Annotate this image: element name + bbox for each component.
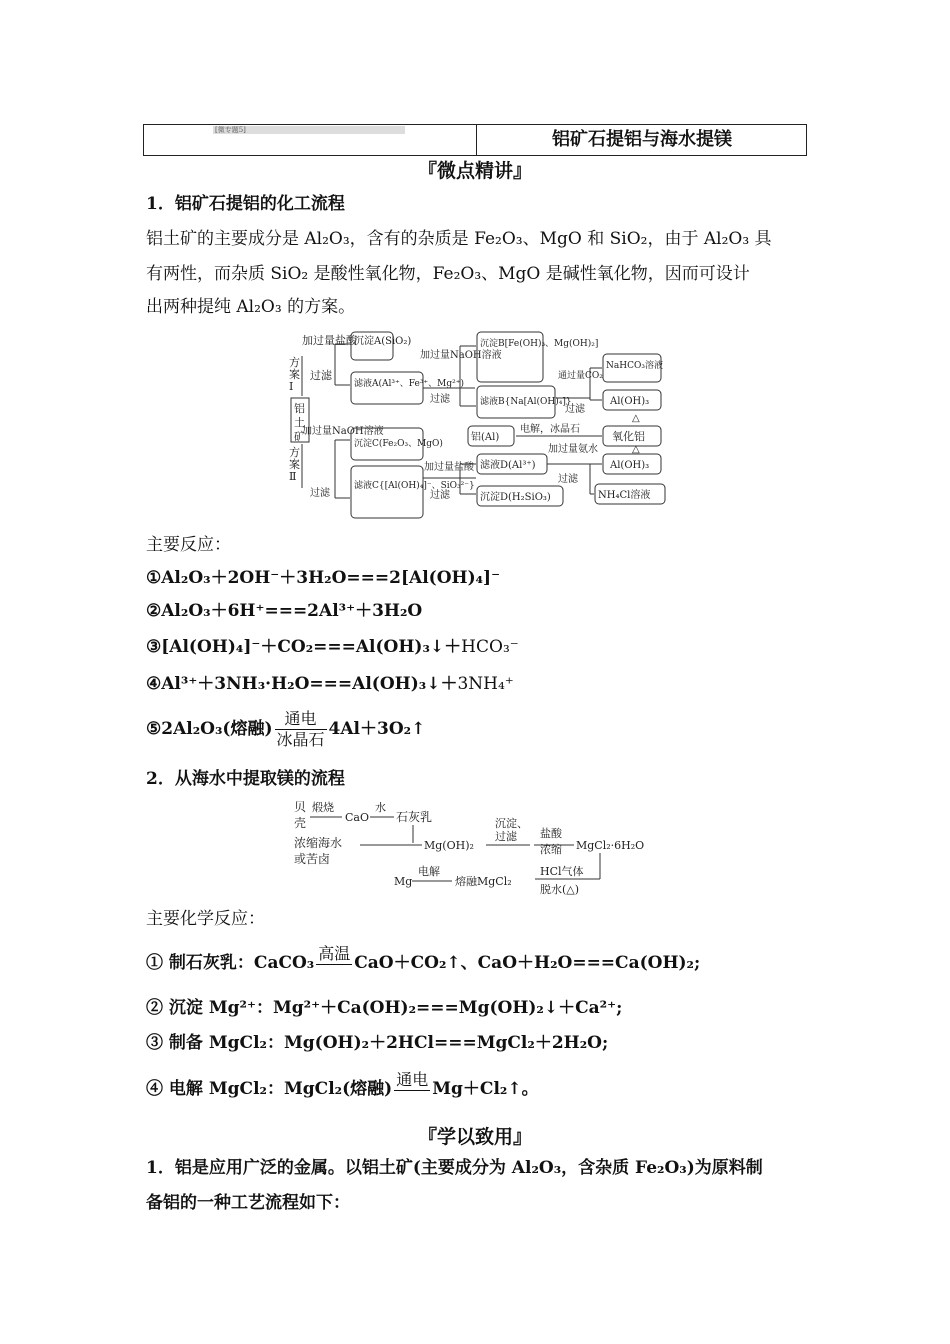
mgcl2h2o: MgCl₂·6H₂O xyxy=(576,839,645,852)
hcl-gas: HCl气体 xyxy=(540,865,584,878)
reaction-4: ④Al³⁺＋3NH₃·H₂O===Al(OH)₃↓＋ xyxy=(146,674,458,694)
nh4cl: NH₄Cl溶液 xyxy=(598,490,651,501)
reaction-3: ③[Al(OH)₄]⁻＋CO₂===Al(OH)₃↓＋ xyxy=(146,637,462,657)
step-filter-6: 过滤 xyxy=(558,474,578,485)
mg-reaction-4-left: ④ 电解 MgCl₂：MgCl₂(熔融) xyxy=(146,1079,393,1099)
aluminum-flow-diagram xyxy=(280,328,670,523)
cao: CaO xyxy=(345,811,369,824)
step-naoh-excess: 加过量NaOH溶液 xyxy=(420,350,502,361)
hcl: 盐酸浓缩 xyxy=(540,827,562,856)
svg-text:方案Ⅱ: 方案 Ⅱ xyxy=(289,446,300,483)
part1-para3: 出两种提纯 Al₂O₃ 的方案。 xyxy=(146,297,356,317)
mg-reaction-1-top: 高温 xyxy=(318,944,351,963)
delta-1: △ xyxy=(632,413,640,424)
mg-reaction-2: ② 沉淀 Mg²⁺：Mg²⁺＋Ca(OH)₂===Mg(OH)₂↓＋Ca²⁺; xyxy=(146,998,623,1018)
reaction-1: ①Al₂O₃＋2OH⁻＋3H₂O===2[Al(OH)₄]⁻ xyxy=(146,568,501,588)
reaction-5-top: 通电 xyxy=(275,709,327,730)
filtB: 滤液B{Na[Al(OH)₄]} xyxy=(480,397,572,407)
step-filter-2: 过滤 xyxy=(430,394,450,405)
reaction-5-left: ⑤2Al₂O₃(熔融) xyxy=(146,719,273,739)
dehydrate: 脱水(△) xyxy=(540,883,580,895)
oxide: 氧化铝 xyxy=(612,430,645,443)
seawater: 浓缩海水或苦卤 xyxy=(294,836,343,866)
mg-reaction-4 xyxy=(146,1066,539,1112)
mg-reaction-1-right: CaO＋CO₂↑、CaO＋H₂O===Ca(OH)₂; xyxy=(354,953,701,973)
filtD: 滤液D(Al³⁺) xyxy=(480,460,536,471)
reaction-5 xyxy=(146,706,425,752)
section-title-lecture: 『微点精讲』 xyxy=(417,160,532,182)
plan1-label: 方案 Ⅰ xyxy=(289,356,300,393)
step-filter-5: 过滤 xyxy=(430,490,450,501)
electrolysis: 电解 xyxy=(418,865,440,878)
part2-heading: 2．从海水中提取镁的流程 xyxy=(146,769,345,789)
precA: 沉淀A(SiO₂) xyxy=(354,336,412,347)
part1-heading: 1．铝矿石提铝的化工流程 xyxy=(146,194,345,214)
aloh3-1: Al(OH)₃ xyxy=(610,396,650,407)
reaction-3-ion: HCO₃⁻ xyxy=(461,637,519,657)
mg: Mg xyxy=(394,875,413,888)
reactions-label-1: 主要反应： xyxy=(146,535,231,555)
mgoh2: Mg(OH)₂ xyxy=(424,839,474,852)
mg-reaction-4-top: 通电 xyxy=(396,1070,429,1089)
magnesium-flow-diagram xyxy=(290,797,670,895)
mg-reaction-3: ③ 制备 MgCl₂：Mg(OH)₂＋2HCl===MgCl₂＋2H₂O; xyxy=(146,1033,609,1053)
reaction-2: ②Al₂O₃＋6H⁺===2Al³⁺＋3H₂O xyxy=(146,601,423,621)
mg-reaction-4-right: Mg＋Cl₂↑。 xyxy=(432,1079,539,1099)
step-hcl-excess: 加过量盐酸 xyxy=(302,334,357,347)
mg-reaction-1-left: ① 制石灰乳：CaCO₃ xyxy=(146,953,315,973)
precip: 沉淀、过滤 xyxy=(495,817,528,843)
step-electro: 电解，冰晶石 xyxy=(520,424,580,435)
precD: 沉淀D(H₂SiO₃) xyxy=(480,492,551,503)
step-filter-3: 过滤 xyxy=(565,404,585,415)
calcine: 煅烧 xyxy=(312,801,334,814)
part1-para2: 有两性，而杂质 SiO₂ 是酸性氧化物，Fe₂O₃、MgO 是碱性氧化物，因而可设计 xyxy=(146,264,750,284)
svg-text:铝土矿: 铝土矿 xyxy=(294,402,305,443)
step-filter-1: 过滤 xyxy=(310,369,332,382)
aloh3-2: Al(OH)₃ xyxy=(610,460,650,471)
filtA: 滤液A(Al³⁺、Fe³⁺、Mg²⁺) xyxy=(354,379,465,389)
section-title-apply: 『学以致用』 xyxy=(417,1126,532,1148)
al-product: 铝(Al) xyxy=(471,432,500,443)
reaction-4-row xyxy=(146,673,514,695)
exercise-line-2: 备铝的一种工艺流程如下： xyxy=(146,1193,350,1213)
precC: 沉淀C(Fe₂O₃、MgO) xyxy=(354,439,443,449)
reactions-label-2: 主要化学反应： xyxy=(146,909,265,929)
step-co2-excess: 通过量CO₂ xyxy=(558,371,603,381)
header-tag: [微专题5] xyxy=(213,126,405,134)
molten: 熔融MgCl₂ xyxy=(455,875,512,888)
lime: 石灰乳 xyxy=(396,810,433,824)
water: 水 xyxy=(375,801,386,814)
reaction-5-bottom: 冰晶石 xyxy=(276,730,325,749)
step-hcl-excess-2: 加过量盐酸 xyxy=(424,462,474,473)
shell: 贝壳 xyxy=(294,800,307,830)
filtC: 滤液C{[Al(OH)₄]⁻、SiO₃²⁻} xyxy=(354,481,475,491)
step-naoh-excess-2: 加过量NaOH溶液 xyxy=(302,426,384,437)
reaction-5-right: 4Al＋3O₂↑ xyxy=(328,719,426,739)
reaction-3-row xyxy=(146,636,519,658)
step-nh3-excess: 加过量氨水 xyxy=(548,444,598,455)
step-filter-4: 过滤 xyxy=(310,488,330,499)
nahco3: NaHCO₃溶液 xyxy=(606,361,663,371)
reaction-4-ion: 3NH₄⁺ xyxy=(457,674,514,694)
page-title: 铝矿石提铝与海水提镁 xyxy=(552,129,732,150)
part1-para1: 铝土矿的主要成分是 Al₂O₃，含有的杂质是 Fe₂O₃、MgO 和 SiO₂，由于 Al₂O₃ 具 xyxy=(146,229,772,249)
precB: 沉淀B[Fe(OH)₃、Mg(OH)₂] xyxy=(480,339,599,349)
exercise-line-1: 1．铝是应用广泛的金属。以铝土矿(主要成分为 Al₂O₃，含杂质 Fe₂O₃)为原料制 xyxy=(146,1158,763,1178)
delta-2: △ xyxy=(632,444,640,455)
mg-reaction-1 xyxy=(146,940,700,986)
